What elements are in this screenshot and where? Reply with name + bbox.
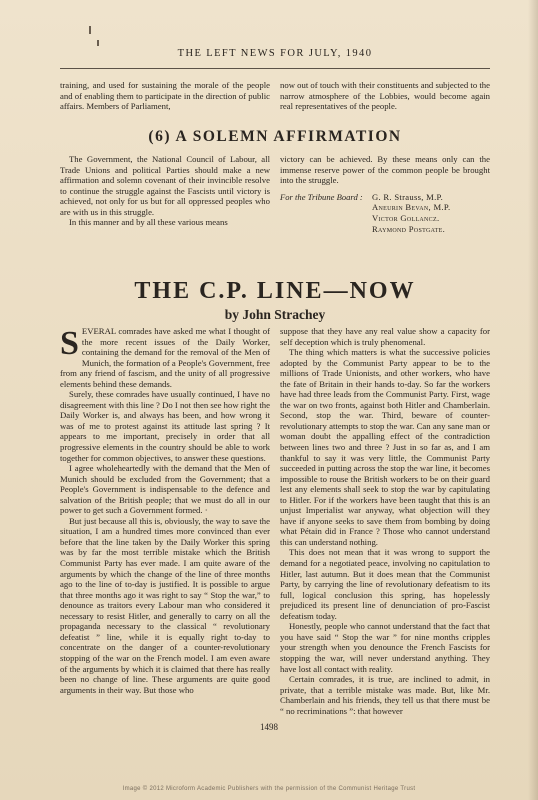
copyright-watermark: Image © 2012 Microform Academic Publishers with the permission of the Communist Heritage Trust bbox=[122, 786, 416, 792]
paragraph: The Government, the National Council of Labour, all Trade Unions and political Parties should make a new affirmation and solemn covenant of their invincible resolve to continue the struggle against the Fascists until victory is achieved, not only for us but for all oppressed peoples who are with us in this struggle. bbox=[60, 154, 270, 217]
article-title: THE C.P. LINE—NOW bbox=[134, 278, 416, 304]
paragraph-text: EVERAL comrades have asked me what I thought of the more recent issues of the Daily Worker, containing the demand for the removal of the Men of Munich, the formation of a People's Government, free from any friend of fascism, and the unity of all progressive elements behind these demands. bbox=[60, 326, 270, 389]
paragraph: Surely, these comrades have usually continued, I have no disagreement with this line ? Do I not then see how right the Daily Worker is, and always has been, and how wrong it was of me to protest against its attitude last spring ? It appears to me important, precisely in order that all progressive elements in the country should be able to work together for common objectives, to answer these questions. bbox=[60, 389, 270, 463]
article-body bbox=[60, 326, 490, 716]
paragraph: The thing which matters is what the successive policies adopted by the Communist Party appear to be to the millions of Trade Unionists, and other workers, who have the fate of Britain in their hands to-day. So far the workers have had three leads from the Communist Party. First, wage the war on two fronts, against both Hitler and Chamberlain. Second, stop the war. Third, beware of counter-revolutionary attempts to stop the war. Can any sane man or woman doubt the appalling effect of the contradiction between lines two and three ? Just in so far as, and I am thankful to say it was very little, the Communist Party succeeded in putting across the stop the war line, it becomes impossible to rouse the British workers to be on their guard lest any elements shall seek to stop the war by capitulating to Hitler. For if the workers have been taught that this is an unjust Imperialist war anyway, what objection will they have if anyone seeks to save them from bombing by doing what Pétain did in France ? Those who cannot understand this can understand nothing. bbox=[280, 347, 490, 547]
drop-cap: S bbox=[60, 325, 79, 362]
byline: by John Strachey bbox=[224, 307, 326, 322]
signatory: G. R. Strauss, M.P. bbox=[372, 191, 444, 202]
section-body bbox=[60, 154, 490, 235]
paragraph: Certain comrades, it is true, are inclined to admit, in private, that a terrible mistake was made. But, like Mr. Chamberlain and his friends, they tell us that there must be “ no recriminations ”: that however bbox=[280, 674, 490, 716]
signature-label: For the Tribune Board : bbox=[280, 191, 363, 202]
paragraph: In this manner and by all these various means bbox=[69, 217, 228, 228]
signatory: Victor Gollancz. bbox=[372, 213, 440, 224]
signatory: Aneurin Bevan, M.P. bbox=[372, 202, 451, 213]
continued-text bbox=[60, 80, 490, 112]
paragraph: This does not mean that it was wrong to support the demand for a negotiated peace, involving no capitulation to Hitler, last autumn. But it does mean that the Communist Party, by carrying the line of revolutionary defeatism to its full, logical conclusion this spring, has hopelessly prejudiced its present line of denunciation of pro-Fascist defeatism today. bbox=[280, 547, 490, 621]
running-head: THE LEFT NEWS FOR JULY, 1940 bbox=[177, 48, 373, 59]
page-number: 1498 bbox=[260, 722, 278, 732]
section-title: (6) A SOLEMN AFFIRMATION bbox=[148, 128, 402, 145]
paragraph bbox=[60, 326, 270, 389]
header-rule bbox=[60, 68, 490, 69]
paragraph: victory can be achieved. By these means only can the immense reserve power of the common people be brought into the struggle. bbox=[280, 154, 490, 186]
paragraph: suppose that they have any real value show a capacity for self deception which is truly phenomenal. bbox=[280, 326, 490, 347]
paragraph: I agree wholeheartedly with the demand that the Men of Munich should be excluded from the Government; that a People's Government is indispensable to the defence and salvation of the British people; that we must do all in our power to get such a Government formed. · bbox=[60, 463, 270, 516]
ink-mark bbox=[89, 26, 91, 34]
paragraph: training, and used for sustaining the morale of the people and of enabling them to participate in the direction of public affairs. Members of Parliament, bbox=[60, 80, 270, 112]
page-edge-shadow bbox=[528, 0, 538, 800]
ink-mark bbox=[97, 40, 99, 46]
paragraph: now out of touch with their constituents and subjected to the narrow atmosphere of the Lobbies, would become again real representatives of the people. bbox=[280, 80, 490, 112]
paragraph: Honestly, people who cannot understand that the fact that you have said “ Stop the war ” for nine months cripples your strength when you denounce the French Fascists for stopping the war, will never understand anything. They have lost all contact with reality. bbox=[280, 621, 490, 674]
signatory: Raymond Postgate. bbox=[372, 224, 446, 235]
signature-block bbox=[280, 192, 490, 235]
paragraph: But just because all this is, obviously, the way to save the situation, I am a hundred times more convinced than ever before that the line taken by the Daily Worker this spring was by far the most terrible mistake which the British Communist Party has ever made. I am quite aware of the arguments by which the change of the line of three months ago to the line of to-day is justified. It is possible to argue that three months ago it was right to say “ Stop the war,” to denounce as traitors every Labour man who considered it necessary to resist Hitler, and generally to carry on all the propaganda necessary to the classical “ revolutionary defeatist ” line, while it is equally right to-day to concentrate on the danger of a counter-revolutionary stopping of the war on the French model. I am even aware of the arguments by which it is claimed that there has really been no change of line. These arguments are quite good arguments in their way. But those who bbox=[60, 515, 270, 695]
